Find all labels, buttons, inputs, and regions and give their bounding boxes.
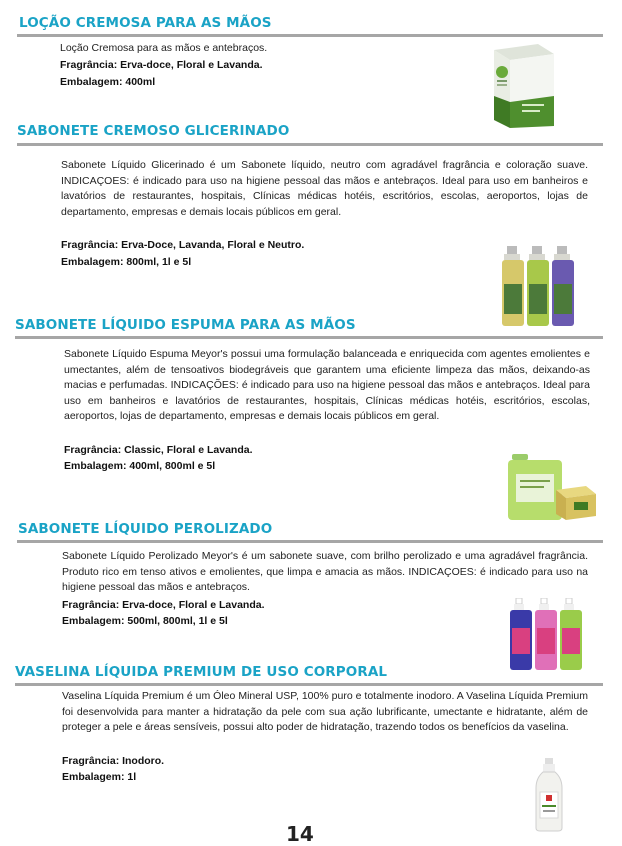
section-description: Sabonete Líquido Glicerinado é um Sabonete líquido, neutro com agradável fragrância e coloração suave. INDICAÇOES: é indicado para uso na higiene pessoal das mãos e antebraços. Ideal para uso em banheiros e lavatórios de restaurantes, hospitais, Clínicas médicas hotéis, escritórios, escolas, aeroportos, lojas de departamento, empresas e demais locais públicos em geral.: [61, 159, 588, 218]
packaging-line: Embalagem: 800ml, 1l e 5l: [61, 256, 192, 268]
packaging-line: Embalagem: 500ml, 800ml, 1l e 5l: [62, 615, 228, 627]
section-title: LOÇÃO CREMOSA PARA AS MÃOS: [19, 15, 272, 31]
section-description: Vaselina Líquida Premium é um Óleo Mineral USP, 100% puro e totalmente inodoro. A Vaselina Líquida Premium foi desenvolvida para manter a hidratação da pele com sua ação lubrificante, umectante e hidratante, além de proteger a pele e áreas sensíveis, possui alto poder de hidratação, trazendo todos os benefícios da vaselina.: [62, 690, 588, 734]
fragrance-line: Fragrância: Erva-doce, Floral e Lavanda.: [60, 59, 263, 71]
section-description: Sabonete Líquido Espuma Meyor's possui uma formulação balanceada e enriquecida com agentes emolientes e umectantes, além de tensoativos biodegráveis que garantem uma eficiente limpeza das mãos, deixando-as macias e perfumadas. INDICAÇÕES: é indicado para uso na higiene pessoal das mãos e antebraços. Ideal para uso em banheiros e lavatórios de restaurantes, hospitais, Clínicas médicas hotéis, escritórios, escolas, aeroportos, lojas de departamento, empresas e demais locais públicos em geral.: [64, 348, 590, 423]
section-divider: [15, 683, 603, 686]
packaging-line: Embalagem: 1l: [62, 771, 137, 783]
fragrance-line: Fragrância: Erva-Doce, Lavanda, Floral e Neutro.: [61, 239, 305, 251]
section-description: Sabonete Líquido Perolizado Meyor's é um sabonete suave, com brilho perolizado e uma agradável fragrância. Produto rico em tenso ativos e emolientes, que limpa e amacia as mãos. INDICAÇOES: é indicado para uso na higiene pessoal das mãos e antebraços.: [62, 550, 588, 594]
section-description: Loção Cremosa para as mãos e antebraços.: [60, 42, 268, 54]
fragrance-line: Fragrância: Erva-doce, Floral e Lavanda.: [62, 599, 265, 611]
page-number: 14: [286, 822, 314, 846]
packaging-line: Embalagem: 400ml, 800ml e 5l: [64, 460, 216, 472]
vaselina-bottle-image: [534, 758, 564, 832]
section-title: SABONETE LÍQUIDO ESPUMA PARA AS MÃOS: [15, 317, 356, 333]
packaging-line: Embalagem: 400ml: [60, 76, 156, 88]
fragrance-line: Fragrância: Classic, Floral e Lavanda.: [64, 444, 253, 456]
section-title: SABONETE LÍQUIDO PEROLIZADO: [18, 521, 273, 537]
section-title: VASELINA LÍQUIDA PREMIUM DE USO CORPORAL: [15, 664, 388, 680]
section-title: SABONETE CREMOSO GLICERINADO: [17, 123, 290, 139]
fragrance-line: Fragrância: Inodoro.: [62, 755, 165, 767]
